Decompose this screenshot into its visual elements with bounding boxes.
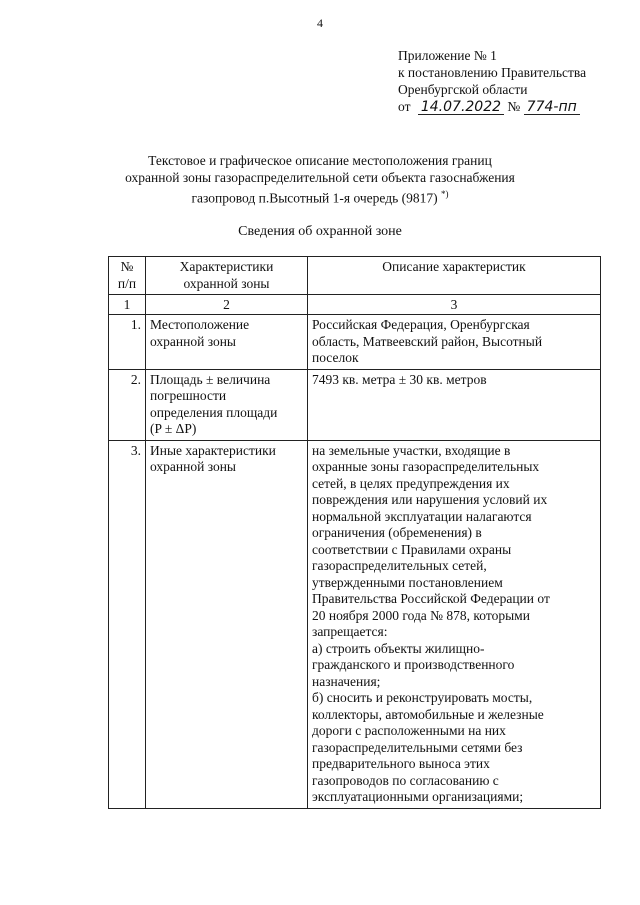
row-characteristic: Местоположение охранной зоны [146,315,308,370]
title-line-2: охранной зоны газораспределительной сети объекта газоснабжения [125,170,515,185]
title-line-3 [0,186,640,207]
from-label: от [398,99,411,114]
appendix-line-4 [398,98,586,115]
table-row [109,440,601,808]
header-description: Описание характеристик [308,257,601,295]
header-num: № п/п [109,257,146,295]
handwritten-date: 14.07.2022 [418,100,504,115]
table-index-row [109,295,601,315]
index-cell: 1 [109,295,146,315]
title-line-3-text: газопровод п.Высотный 1-я очередь (9817) [191,190,438,206]
row-description: 7493 кв. метра ± 30 кв. метров [308,369,601,440]
number-label: № [507,99,521,114]
header-characteristic: Характеристики охранной зоны [146,257,308,295]
table-header-row [109,257,601,295]
appendix-block [398,47,586,115]
row-description: Российская Федерация, Оренбургская область, Матвеевский район, Высотный поселок [308,315,601,370]
row-characteristic: Площадь ± величина погрешности определения площади (P ± ΔP) [146,369,308,440]
table-row [109,369,601,440]
appendix-line-1: Приложение № 1 [398,48,497,63]
row-characteristic: Иные характеристики охранной зоны [146,440,308,808]
index-cell: 3 [308,295,601,315]
row-num: 2. [109,369,146,440]
footnote-mark: *) [441,189,449,199]
document-title [0,152,640,207]
appendix-line-3: Оренбургской области [398,82,528,97]
appendix-line-2: к постановлению Правительства [398,65,587,80]
page-number: 4 [317,16,323,30]
index-cell: 2 [146,295,308,315]
handwritten-number: 774-пп [524,100,580,115]
table-row [109,315,601,370]
row-num: 1. [109,315,146,370]
title-line-1: Текстовое и графическое описание местоположения границ [148,153,492,168]
section-subtitle: Сведения об охранной зоне [238,224,402,239]
row-description: на земельные участки, входящие в охранные зоны газораспределительных сетей, в целях предупреждения их повреждения или нарушения условий их нормальной эксплуатации налагаются ограничения (обременения) в соответствии с Правилами охраны газораспределительных сетей, утвержденными постановлением Правительства Российской Федерации от 20 ноября 2000 года № 878, которыми запрещается: а) строить объекты жилищно- гражданского и производственного назначения; б) сносить и реконструировать мосты, коллекторы, автомобильные и железные дороги с расположенными на них газораспределительными сетями без предварительного выноса этих газопроводов по согласованию с эксплуатационными организациями; [308,440,601,808]
row-num: 3. [109,440,146,808]
zone-info-table [108,256,601,809]
